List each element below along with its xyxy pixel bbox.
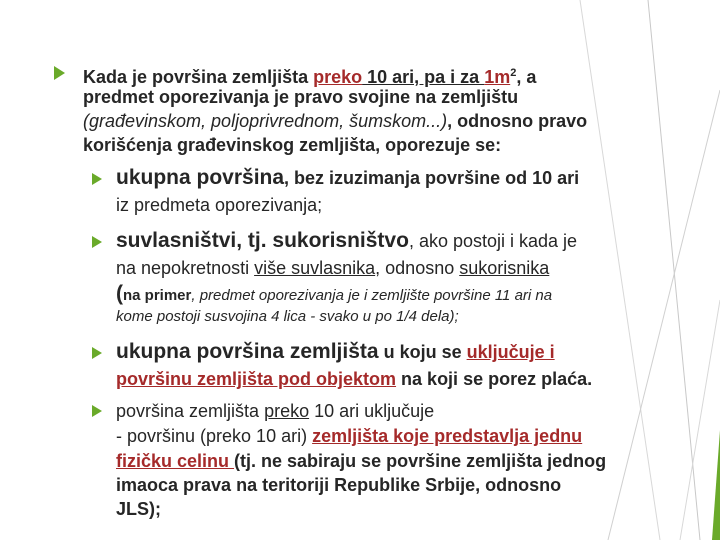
triangle-bullet-icon xyxy=(92,405,102,417)
item2-line-2: na nepokretnosti više suvlasnika, odnosno sukorisnika xyxy=(116,258,550,278)
item4-line-5: JLS); xyxy=(116,499,161,519)
triangle-bullet-icon xyxy=(54,66,65,80)
item4-line-3: fizičku celinu (tj. ne sabiraju se površine zemljišta jednog xyxy=(116,451,607,471)
item2-line-3: (na primer, predmet oporezivanja je i zemljište površine 11 ari na xyxy=(116,282,553,305)
item1-line-2: iz predmeta oporezivanja; xyxy=(116,195,323,215)
triangle-bullet-icon xyxy=(92,236,102,248)
triangle-bullet-icon xyxy=(92,173,102,185)
item3-line-1: ukupna površina zemljišta u koju se uključuje i xyxy=(116,340,555,363)
item4-line-1: površina zemljišta preko 10 ari uključuje xyxy=(116,401,435,421)
triangle-bullet-icon xyxy=(92,347,102,359)
intro-line-4: korišćenja građevinskog zemljišta, oporezuje se: xyxy=(83,135,502,155)
item2-line-1: suvlasništvi, tj. sukorisništvo, ako postoji i kada je xyxy=(116,229,578,252)
item4-line-2: - površinu (preko 10 ari) zemljišta koje predstavlja jednu xyxy=(116,426,583,446)
item4-line-4: imaoca prava na teritoriji Republike Srbije, odnosno xyxy=(116,475,562,495)
green-corner-accent xyxy=(712,430,720,540)
item2-line-4: kome postoji susvojina 4 lica - svako u po 1/4 dela); xyxy=(116,308,459,325)
intro-line-3: (građevinskom, poljoprivrednom, šumskom...), odnosno pravo xyxy=(83,111,588,131)
intro-line-1: Kada je površina zemljišta preko 10 ari, pa i za $1m^2$, a xyxy=(83,67,537,87)
item3-line-2: površinu zemljišta pod objektom na koji se porez plaća. xyxy=(116,369,593,389)
intro-line-2: predmet oporezivanja je pravo svojine na zemljištu xyxy=(83,87,519,107)
item1-line-1: ukupna površina, bez izuzimanja površine od 10 ari xyxy=(116,166,580,189)
